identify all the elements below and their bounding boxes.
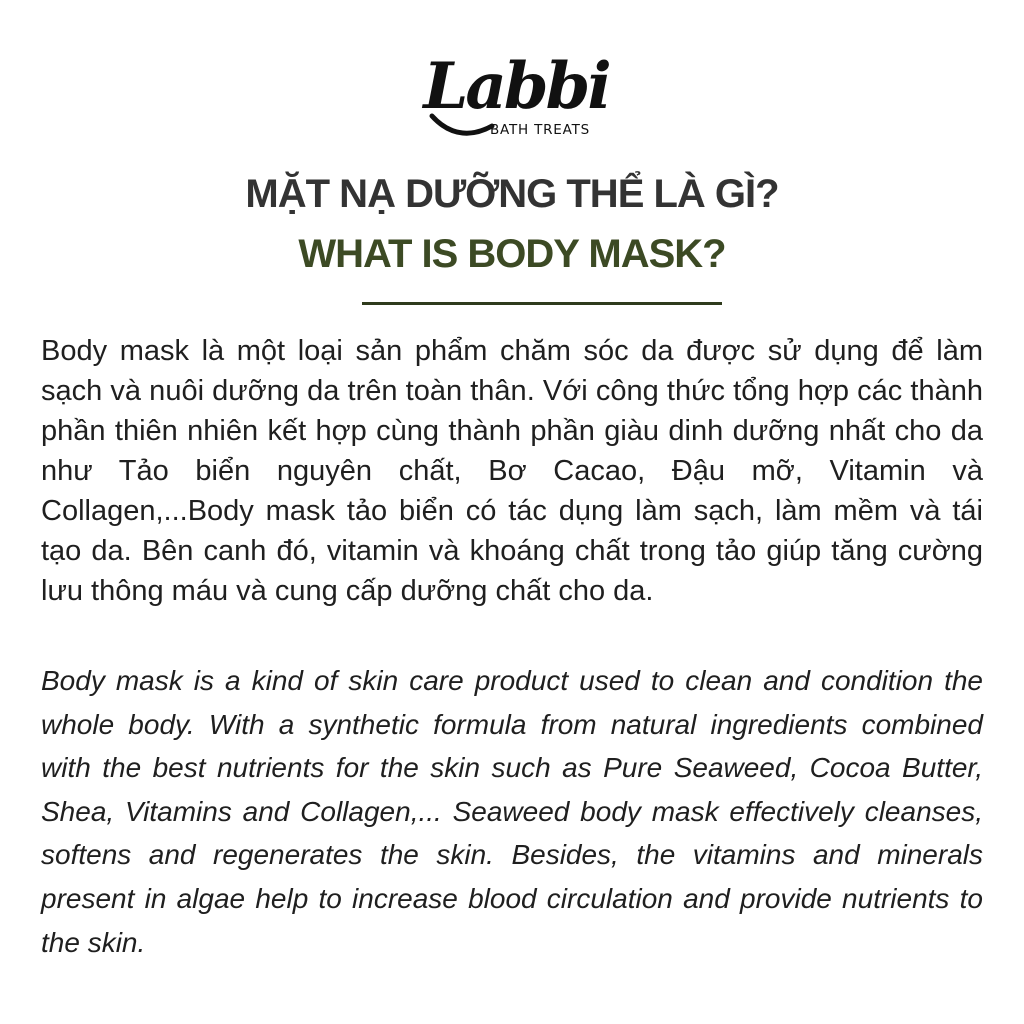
brand-logo: [0, 40, 1024, 140]
labbi-logo-mark: [412, 40, 612, 140]
brand-name: Labbi: [423, 49, 609, 124]
title-divider: [362, 302, 722, 305]
paragraph-english: Body mask is a kind of skin care product used to clean and condition the whole body. With a synthetic formula from natural ingredients combined with the best nutrients for the skin such as Pure Seaweed, Cocoa Butter, Shea, Vitamins and Collagen,... Seaweed body mask effectively cleanses, softens and regenerates the skin. Besides, the vitamins and minerals present in algae help to increase blood circulation and provide nutrients to the skin.: [41, 665, 983, 958]
title-english: WHAT IS BODY MASK?: [298, 232, 726, 276]
paragraph-vietnamese: Body mask là một loại sản phẩm chăm sóc da được sử dụng để làm sạch và nuôi dưỡng da trên toàn thân. Với công thức tổng hợp các thành phần thiên nhiên kết hợp cùng thành phần giàu dinh dưỡng nhất cho da như Tảo biển nguyên chất, Bơ Cacao, Đậu mỡ, Vitamin và Collagen,...Body mask tảo biển có tác dụng làm sạch, làm mềm và tái tạo da. Bên canh đó, vitamin và khoáng chất trong tảo giúp tăng cường lưu thông máu và cung cấp dưỡng chất cho da.: [41, 335, 983, 607]
title-vietnamese: MẶT NẠ DƯỠNG THỂ LÀ GÌ?: [245, 172, 779, 216]
brand-tagline: BATH TREATS: [489, 122, 591, 138]
